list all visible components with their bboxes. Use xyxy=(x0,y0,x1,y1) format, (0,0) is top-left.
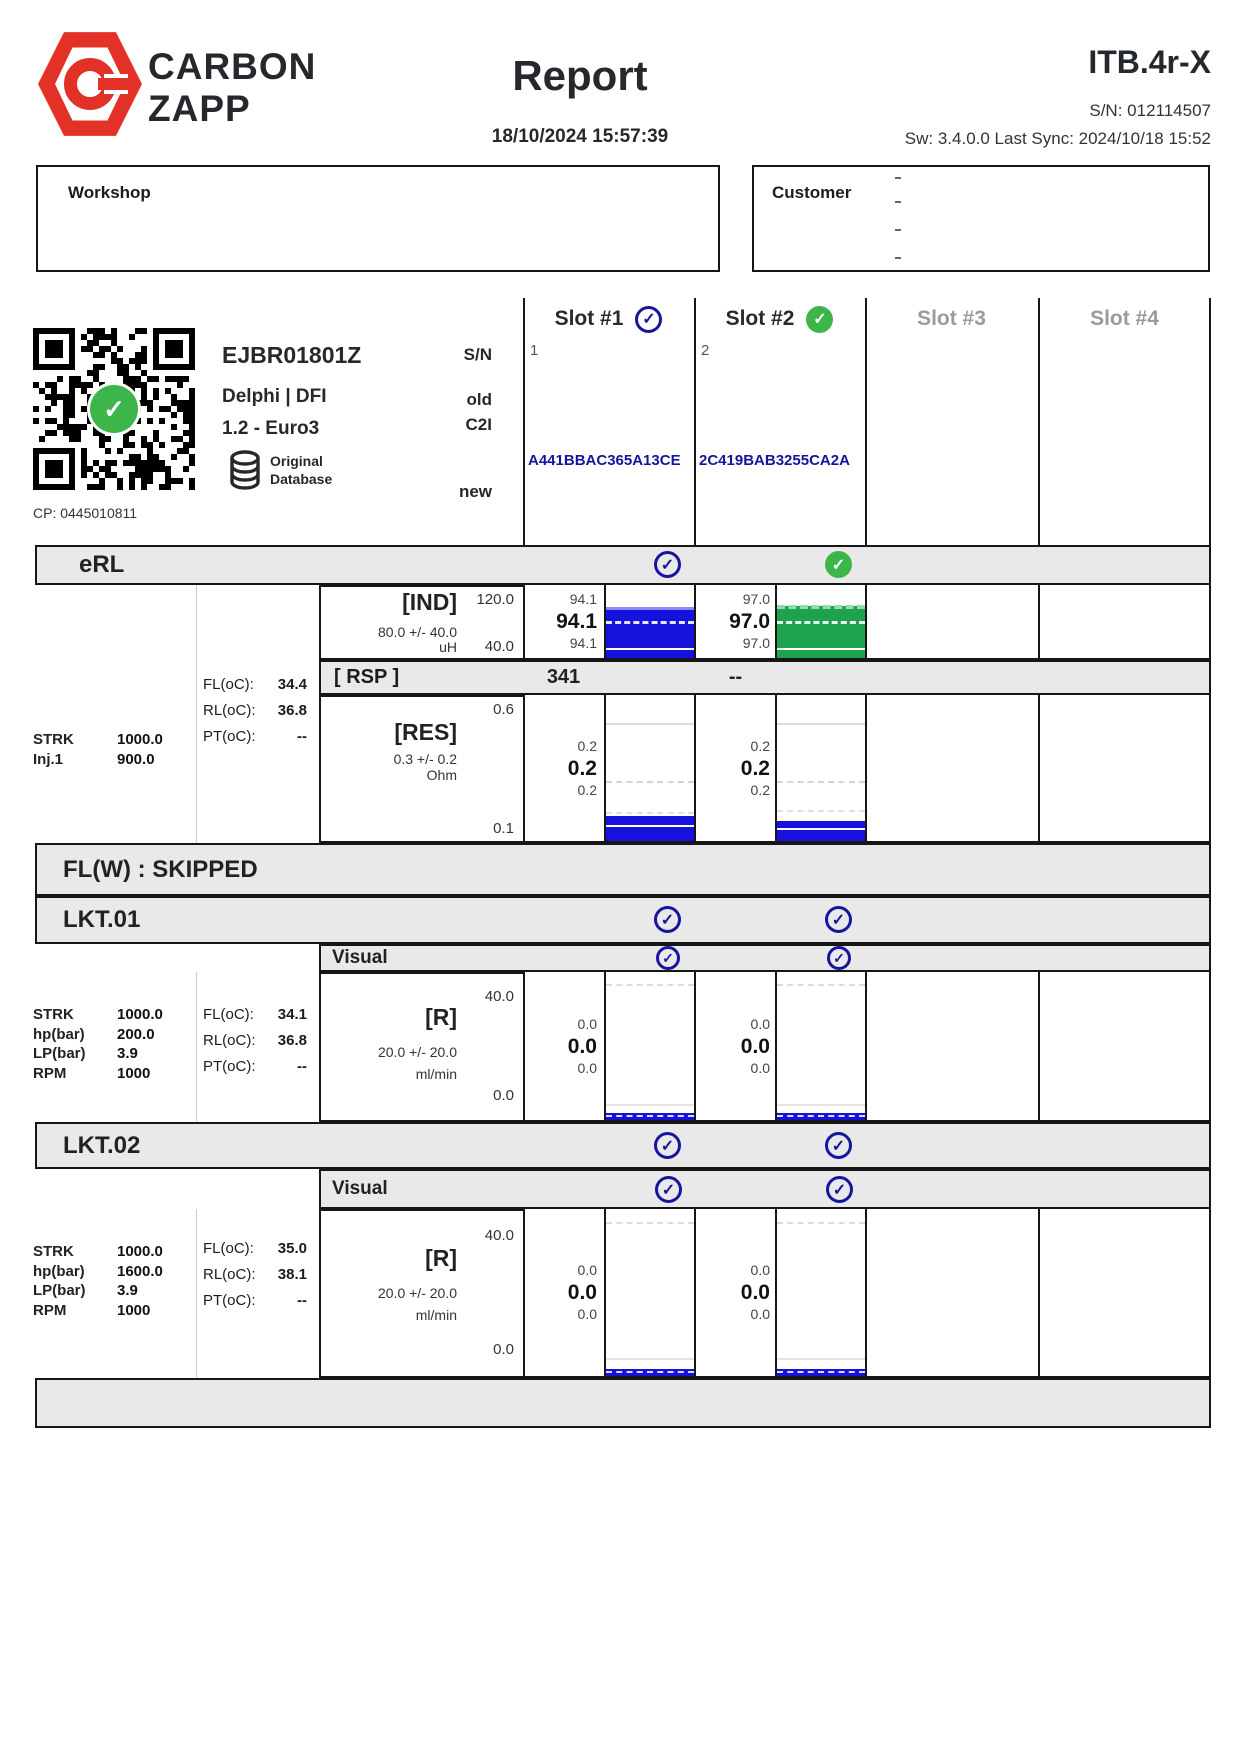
test-spec: 20.0 +/- 20.0 xyxy=(377,1285,457,1301)
erl-temps: FL(oC): 34.4 RL(oC): 36.8 PT(oC): -- xyxy=(203,676,307,745)
customer-placeholder-dash xyxy=(895,201,901,203)
footer-band xyxy=(35,1378,1211,1428)
test-spec: 80.0 +/- 40.0 xyxy=(377,624,457,640)
r2-slot1-values: 0.0 0.0 0.0 xyxy=(567,1262,597,1322)
slot1-header: Slot #1 ✓ xyxy=(523,302,694,336)
workshop-label: Workshop xyxy=(68,183,151,202)
lkt01-temps: FL(oC): 34.1 RL(oC): 36.8 PT(oC): -- xyxy=(203,1006,307,1075)
rsp-slot1-value: 341 xyxy=(546,666,581,688)
r1-slot1-values: 0.0 0.0 0.0 xyxy=(567,1015,597,1076)
res-slot2-bar xyxy=(775,695,865,841)
axis-max: 0.6 xyxy=(493,701,514,718)
row-label-new: new xyxy=(458,482,492,501)
section-band-erl xyxy=(35,545,1211,585)
lkt02-slot1-pass-icon: ✓ xyxy=(654,1132,681,1159)
ind-slot1-values: 94.1 94.1 94.1 xyxy=(556,591,597,651)
section-title-lkt01: LKT.01 xyxy=(63,906,141,933)
axis-min: 0.0 xyxy=(493,1087,514,1104)
lkt02-params: STRK 1000.0 hp(bar) 1600.0 LP(bar) 3.9 RPM 1000 xyxy=(33,1243,163,1319)
carbonzapp-logo-icon xyxy=(38,30,142,138)
customer-placeholder-dash xyxy=(895,257,901,259)
cp-number: CP: 0445010811 xyxy=(33,505,138,521)
row-label-old: old xyxy=(466,390,492,409)
lkt02-visual-slot1-icon: ✓ xyxy=(655,1176,682,1203)
part-brand: Delphi | DFI xyxy=(222,386,327,407)
slot4-header: Slot #4 xyxy=(1090,307,1159,330)
visual-label: Visual xyxy=(332,1178,388,1199)
axis-min: 0.1 xyxy=(493,820,514,837)
lkt02-visual-band xyxy=(319,1169,1211,1209)
qr-finder-icon xyxy=(33,448,75,490)
r1-slot2-values: 0.0 0.0 0.0 xyxy=(740,1015,770,1076)
slot1-serial: 1 xyxy=(530,342,539,359)
device-software-line: Sw: 3.4.0.0 Last Sync: 2024/10/18 15:52 xyxy=(904,129,1211,148)
customer-box xyxy=(752,165,1210,272)
section-band-flw xyxy=(35,843,1211,896)
erl-slot2-pass-icon: ✓ xyxy=(825,551,852,578)
customer-label: Customer xyxy=(772,183,852,202)
visual-label: Visual xyxy=(332,947,388,968)
axis-max: 40.0 xyxy=(484,1227,514,1244)
qr-code xyxy=(33,328,195,490)
device-serial: S/N: 012114507 xyxy=(1089,101,1211,120)
r1-slot2-bar xyxy=(775,972,865,1120)
res-slot1-bar xyxy=(604,695,694,841)
lkt01-slot2-pass-icon: ✓ xyxy=(825,906,852,933)
slot1-check-icon: ✓ xyxy=(635,306,662,333)
lkt01-slot1-pass-icon: ✓ xyxy=(654,906,681,933)
axis-max: 40.0 xyxy=(484,988,514,1005)
qr-finder-icon xyxy=(33,328,75,370)
ind-slot2-values: 97.0 97.0 97.0 xyxy=(729,591,770,651)
part-code: EJBR01801Z xyxy=(222,342,362,368)
slot2-c2i-code: 2C419BAB3255CA2A xyxy=(699,452,850,469)
device-name: ITB.4r-X xyxy=(1088,44,1211,80)
test-spec: 20.0 +/- 20.0 xyxy=(377,1044,457,1060)
r2-slot2-values: 0.0 0.0 0.0 xyxy=(740,1262,770,1322)
lkt02-temps: FL(oC): 35.0 RL(oC): 38.1 PT(oC): -- xyxy=(203,1240,307,1309)
test-box-res xyxy=(319,695,525,843)
test-name: [R] xyxy=(425,1004,457,1030)
rsp-slot2-value: -- xyxy=(728,666,743,688)
res-slot2-values: 0.2 0.2 0.2 xyxy=(740,737,770,798)
section-band-lkt01 xyxy=(35,896,1211,944)
report-title: Report xyxy=(512,52,648,99)
rsp-label: [ RSP ] xyxy=(334,666,400,688)
row-label-c2i: C2I xyxy=(465,415,492,434)
workshop-box xyxy=(36,165,720,272)
test-unit: uH xyxy=(439,639,457,655)
slot2-header: Slot #2 ✓ xyxy=(694,302,865,336)
slot2-check-icon: ✓ xyxy=(806,306,833,333)
axis-min: 0.0 xyxy=(493,1341,514,1358)
qr-verified-check-icon: ✓ xyxy=(90,385,138,433)
test-name: [R] xyxy=(425,1245,457,1271)
customer-placeholder-dash xyxy=(895,229,901,231)
slot2-serial: 2 xyxy=(701,342,710,359)
r2-slot1-bar xyxy=(604,1209,694,1376)
info-divider xyxy=(196,585,197,843)
lkt02-slot2-pass-icon: ✓ xyxy=(825,1132,852,1159)
slot3-header: Slot #3 xyxy=(917,307,986,330)
res-slot1-values: 0.2 0.2 0.2 xyxy=(567,737,597,798)
lkt01-visual-slot2-icon: ✓ xyxy=(827,946,851,970)
test-box-r1 xyxy=(319,972,525,1122)
lkt01-visual-slot1-icon: ✓ xyxy=(656,946,680,970)
section-title-flw: FL(W) : SKIPPED xyxy=(63,855,258,883)
lkt02-visual-slot2-icon: ✓ xyxy=(826,1176,853,1203)
ind-slot2-bar xyxy=(775,585,865,658)
test-name: [IND] xyxy=(402,589,457,615)
customer-placeholder-dash xyxy=(895,177,901,179)
test-box-r2 xyxy=(319,1209,525,1378)
brand-line-2: ZAPP xyxy=(148,88,251,129)
r1-slot1-bar xyxy=(604,972,694,1120)
test-box-ind xyxy=(319,585,525,660)
section-title-lkt02: LKT.02 xyxy=(63,1131,141,1159)
lkt01-params: STRK 1000.0 hp(bar) 200.0 LP(bar) 3.9 RPM 1000 xyxy=(33,1006,163,1082)
section-title-erl: eRL xyxy=(79,551,125,578)
erl-slot1-pass-icon: ✓ xyxy=(654,551,681,578)
database-icon xyxy=(226,450,264,490)
test-name: [RES] xyxy=(394,719,457,745)
slot1-c2i-code: A441BBAC365A13CE xyxy=(528,452,681,469)
test-spec: 0.3 +/- 0.2 xyxy=(393,751,457,767)
report-datetime: 18/10/2024 15:57:39 xyxy=(491,126,669,147)
axis-min: 40.0 xyxy=(484,638,514,655)
ind-slot1-bar xyxy=(604,585,694,658)
test-unit: ml/min xyxy=(415,1066,457,1082)
test-unit: ml/min xyxy=(415,1307,457,1323)
qr-finder-icon xyxy=(153,328,195,370)
axis-max: 120.0 xyxy=(476,591,514,608)
lkt01-visual-band xyxy=(319,944,1211,972)
brand-line-1: CARBON xyxy=(148,46,317,87)
database-source-label: Original Database xyxy=(270,453,333,487)
test-unit: Ohm xyxy=(426,767,457,783)
r2-slot2-bar xyxy=(775,1209,865,1376)
part-variant: 1.2 - Euro3 xyxy=(222,418,320,439)
erl-params: STRK 1000.0 Inj.1 900.0 xyxy=(33,731,163,768)
section-band-lkt02 xyxy=(35,1122,1211,1169)
row-label-sn: S/N xyxy=(463,345,492,364)
